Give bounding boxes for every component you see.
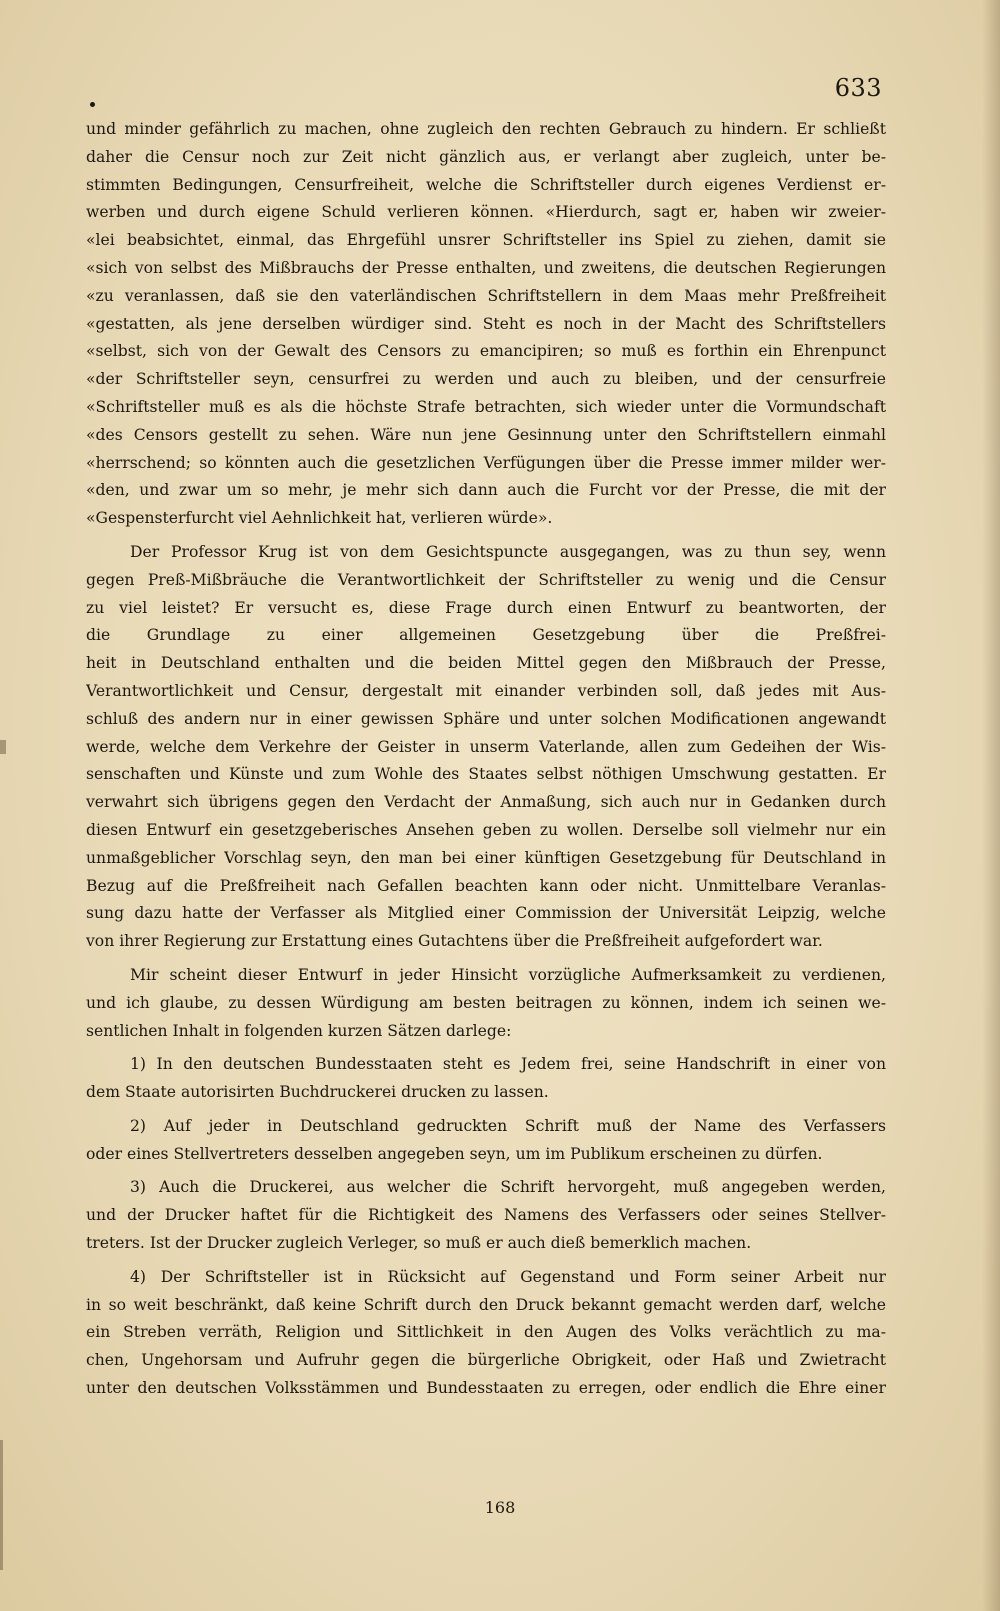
text-line: von ihrer Regierung zur Erstattung eines Gutachtens über die Preßfreiheit aufgefordert war. xyxy=(86,932,823,951)
text-line: ein Streben verräth, Religion und Sittlichkeit in den Augen des Volks verächtlich zu ma- xyxy=(86,1323,886,1342)
text-line: «selbst, sich von der Gewalt des Censors zu emancipiren; so muß es forthin ein Ehrenpunct xyxy=(86,342,886,361)
text-line: sentlichen Inhalt in folgenden kurzen Sätzen darlege: xyxy=(86,1021,512,1040)
text-line: 3) Auch die Druckerei, aus welcher die Schrift hervorgeht, muß angegeben werden, xyxy=(130,1178,886,1197)
text-line: «herrschend; so könnten auch die gesetzlichen Verfügungen über die Presse immer milder wer- xyxy=(86,453,886,472)
page-edge-shadow xyxy=(982,0,1000,1611)
text-line: Mir scheint dieser Entwurf in jeder Hinsicht vorzügliche Aufmerksamkeit zu verdienen, xyxy=(130,965,886,984)
text-line: «gestatten, als jene derselben würdiger sind. Steht es noch in der Macht des Schriftstellers xyxy=(86,314,886,333)
margin-mark xyxy=(0,740,6,754)
list-item xyxy=(86,1113,886,1169)
text-line: 4) Der Schriftsteller ist in Rücksicht auf Gegenstand und Form seiner Arbeit nur xyxy=(130,1267,886,1286)
text-line: gegen Preß-Mißbräuche die Verantwortlichkeit der Schriftsteller zu wenig und die Censur xyxy=(86,570,886,589)
text-line: «Schriftsteller muß es als die höchste Strafe betrachten, sich wieder unter die Vormundschaft xyxy=(86,397,886,416)
text-line: chen, Ungehorsam und Aufruhr gegen die bürgerliche Obrigkeit, oder Haß und Zwietracht xyxy=(86,1351,886,1370)
text-line: «zu veranlassen, daß sie den vaterländischen Schriftstellern in dem Maas mehr Preßfreiheit xyxy=(86,286,886,305)
text-line: in so weit beschränkt, daß keine Schrift durch den Druck bekannt gemacht werden darf, welche xyxy=(86,1295,886,1314)
text-line: 2) Auf jeder in Deutschland gedruckten Schrift muß der Name des Verfassers xyxy=(130,1116,886,1135)
text-line: unter den deutschen Volksstämmen und Bundesstaaten zu erregen, oder endlich die Ehre einer xyxy=(86,1379,886,1398)
list-item xyxy=(86,1174,886,1257)
text-line: diesen Entwurf ein gesetzgeberisches Ansehen geben zu wollen. Derselbe soll vielmehr nur ein xyxy=(86,820,886,839)
paragraph xyxy=(86,539,886,956)
text-line: unmaßgeblicher Vorschlag seyn, den man bei einer künftigen Gesetzgebung für Deutschland in xyxy=(86,848,886,867)
text-line: stimmten Bedingungen, Censurfreiheit, welche die Schriftsteller durch eigenes Verdienst er- xyxy=(86,175,886,194)
text-line: zu viel leistet? Er versucht es, diese Frage durch einen Entwurf zu beantworten, der xyxy=(86,598,886,617)
text-line: senschaften und Künste und zum Wohle des Staates selbst nöthigen Umschwung gestatten. Er xyxy=(86,765,886,784)
page-number: 633 xyxy=(834,74,882,102)
text-line: dem Staate autorisirten Buchdruckerei drucken zu lassen. xyxy=(86,1083,549,1102)
text-line: «sich von selbst des Mißbrauchs der Presse enthalten, und zweitens, die deutschen Regierungen xyxy=(86,258,886,277)
text-line: werde, welche dem Verkehre der Geister in unserm Vaterlande, allen zum Gedeihen der Wis- xyxy=(86,737,886,756)
body-text xyxy=(86,116,886,1403)
paragraph xyxy=(86,962,886,1045)
list-item xyxy=(86,1264,886,1403)
list-item xyxy=(86,1051,886,1107)
text-line: und der Drucker haftet für die Richtigkeit des Namens des Verfassers oder seines Stellver- xyxy=(86,1206,886,1225)
text-line: die Grundlage zu einer allgemeinen Gesetzgebung über die Preßfrei- xyxy=(86,626,886,645)
text-line: Bezug auf die Preßfreiheit nach Gefallen beachten kann oder nicht. Unmittelbare Veranlas- xyxy=(86,876,886,895)
text-line: «der Schriftsteller seyn, censurfrei zu werden und auch zu bleiben, und der censurfreie xyxy=(86,370,886,389)
paragraph xyxy=(86,116,886,533)
text-line: verwahrt sich übrigens gegen den Verdacht der Anmaßung, sich auch nur in Gedanken durch xyxy=(86,793,886,812)
text-line: sung dazu hatte der Verfasser als Mitglied einer Commission der Universität Leipzig, welche xyxy=(86,904,886,923)
text-line: daher die Censur noch zur Zeit nicht gänzlich aus, er verlangt aber zugleich, unter be- xyxy=(86,147,886,166)
text-line: und ich glaube, zu dessen Würdigung am besten beitragen zu können, indem ich seinen we- xyxy=(86,993,886,1012)
text-line: oder eines Stellvertreters desselben angegeben seyn, um im Publikum erscheinen zu dürfen. xyxy=(86,1144,823,1163)
text-line: Der Professor Krug ist von dem Gesichtspuncte ausgegangen, was zu thun sey, wenn xyxy=(130,542,886,561)
text-line: «den, und zwar um so mehr, je mehr sich dann auch die Furcht vor der Presse, die mit der xyxy=(86,481,886,500)
text-line: «lei beabsichtet, einmal, das Ehrgefühl unsrer Schriftsteller ins Spiel zu ziehen, damit sie xyxy=(86,231,886,250)
text-line: treters. Ist der Drucker zugleich Verleger, so muß er auch dieß bemerklich machen. xyxy=(86,1234,752,1253)
text-line: 1) In den deutschen Bundesstaaten steht es Jedem frei, seine Handschrift in einer von xyxy=(130,1055,886,1074)
text-line: «Gespensterfurcht viel Aehnlichkeit hat, verlieren würde». xyxy=(86,509,553,528)
text-line: heit in Deutschland enthalten und die beiden Mittel gegen den Mißbrauch der Presse, xyxy=(86,654,886,673)
ink-dot xyxy=(90,102,95,107)
text-line: und minder gefährlich zu machen, ohne zugleich den rechten Gebrauch zu hindern. Er schließt xyxy=(86,120,886,138)
printer-signature-mark: 168 xyxy=(484,1498,516,1517)
text-line: werben und durch eigene Schuld verlieren können. «Hierdurch, sagt er, haben wir zweier- xyxy=(86,203,886,222)
text-line: Verantwortlichkeit und Censur, dergestalt mit einander verbinden soll, daß jedes mit Aus- xyxy=(86,681,886,700)
text-line: schluß des andern nur in einer gewissen Sphäre und unter solchen Modificationen angewandt xyxy=(86,709,886,728)
text-line: «des Censors gestellt zu sehen. Wäre nun jene Gesinnung unter den Schriftstellern einmahl xyxy=(86,425,886,444)
